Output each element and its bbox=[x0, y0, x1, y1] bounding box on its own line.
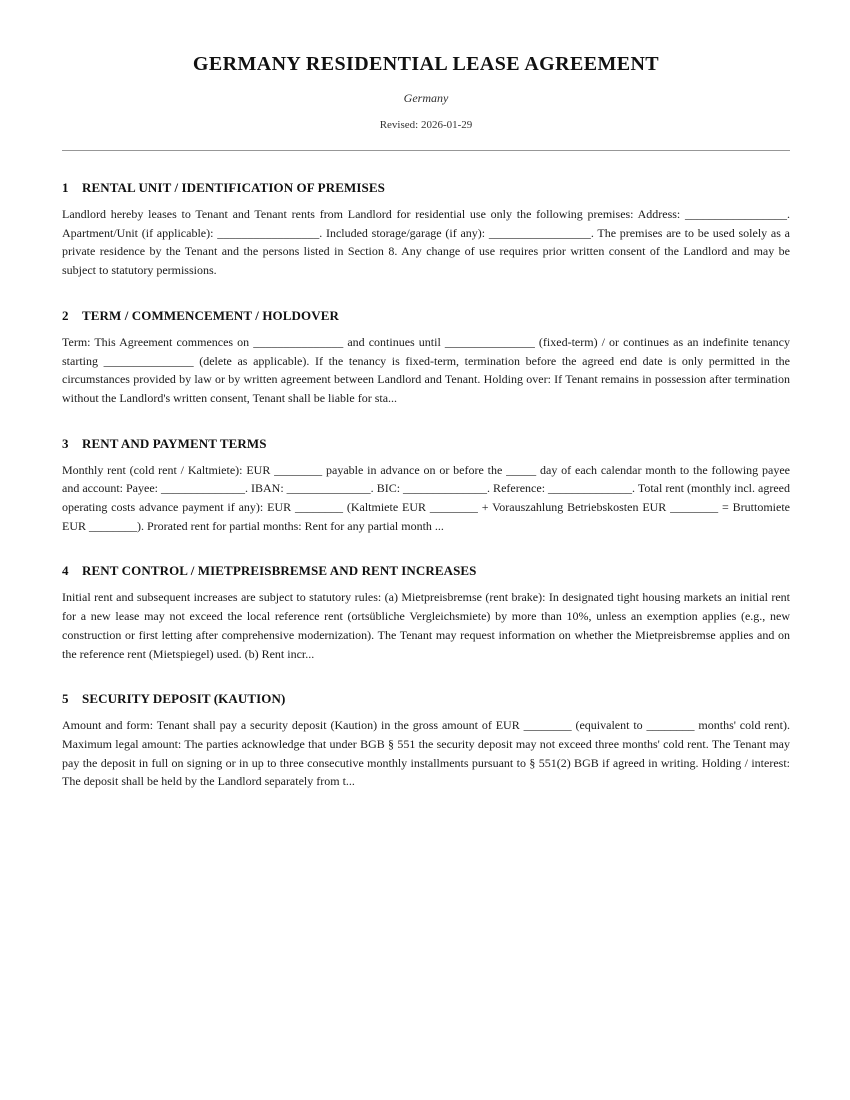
sections-container bbox=[62, 180, 790, 791]
section-title: TERM / COMMENCEMENT / HOLDOVER bbox=[82, 307, 339, 323]
document-revised-date: Revised: 2026-01-29 bbox=[379, 119, 473, 131]
section-body: Amount and form: Tenant shall pay a security deposit (Kaution) in the gross amount of EUR ________ (equivalent to ________ months' cold rent). Maximum legal amount: The parties acknowledge that under BGB § 551 the security deposit may not exceed three months' cold rent. The Tenant may pay the deposit in full on signing or in up to three consecutive monthly installments pursuant to § 551(2) BGB if agreed in writing. Holding / interest: The deposit shall be held by the Landlord separately from t... bbox=[62, 718, 790, 789]
document-title: GERMANY RESIDENTIAL LEASE AGREEMENT bbox=[192, 53, 660, 75]
section-title: RENTAL UNIT / IDENTIFICATION OF PREMISES bbox=[82, 180, 385, 195]
section-number: 5 bbox=[62, 691, 69, 707]
section-body: Term: This Agreement commences on _______________ and continues until _______________ (fixed-term) / or continues as an indefinite tenancy starting _______________ (delete as applicable). If the tenancy is fixed-term, termination before the agreed end date is only permitted in the circumstances provided by law or by written agreement between Landlord and Tenant. Holding over: If Tenant remains in possession after termination without the Landlord's written consent, Tenant shall be liable for sta... bbox=[62, 334, 790, 405]
header-divider bbox=[62, 150, 790, 151]
section-number: 3 bbox=[62, 435, 69, 451]
document-subtitle: Germany bbox=[403, 91, 449, 105]
document-section bbox=[62, 563, 790, 663]
section-title: RENT CONTROL / MIETPREISBREMSE AND RENT INCREASES bbox=[82, 563, 477, 579]
section-heading bbox=[62, 180, 790, 196]
section-body: Initial rent and subsequent increases are subject to statutory rules: (a) Mietpreisbremse (rent brake): In designated tight housing markets an initial rent for a new lease may not exceed the local reference rent (ortsübliche Vergleichsmiete) by more than 10%, unless an exemption applies (e.g., new construction or first letting after comprehensive modernization). The Tenant may request information on whether the Mietpreisbremse applies and on the reference rent (Mietspiegel) used. (b) Rent incr... bbox=[62, 590, 790, 661]
section-body: Landlord hereby leases to Tenant and Tenant rents from Landlord for residential use only the following premises: Address: _________________. Apartment/Unit (if applicable): _________________. Included storage/garage (if any): _________________. The premises are to be used solely as a private residence by the Tenant and the persons listed in Section 8. Any change of use requires prior written consent of the Landlord and may be subject to statutory permissions. bbox=[62, 207, 790, 278]
section-heading bbox=[62, 436, 790, 452]
section-number: 1 bbox=[62, 180, 69, 195]
section-number: 2 bbox=[62, 307, 69, 323]
document-section bbox=[62, 180, 790, 280]
section-heading bbox=[62, 563, 790, 579]
document-section bbox=[62, 308, 790, 408]
section-title: SECURITY DEPOSIT (KAUTION) bbox=[82, 691, 286, 707]
section-heading bbox=[62, 308, 790, 324]
section-heading bbox=[62, 691, 790, 707]
section-number: 4 bbox=[62, 563, 69, 579]
section-body: Monthly rent (cold rent / Kaltmiete): EUR ________ payable in advance on or before the _____ day of each calendar month to the following payee and account: Payee: ______________. IBAN: ______________. BIC: ______________. Reference: ______________. Total rent (monthly incl. agreed operating costs advance payment if any): EUR ________ (Kaltmiete EUR ________ + Vorauszahlung Betriebskosten EUR ________ = Bruttomiete EUR ________). Prorated rent for partial months: Rent for any partial month ... bbox=[62, 462, 790, 533]
section-title: RENT AND PAYMENT TERMS bbox=[82, 435, 267, 451]
document-section bbox=[62, 436, 790, 536]
document-section bbox=[62, 691, 790, 791]
